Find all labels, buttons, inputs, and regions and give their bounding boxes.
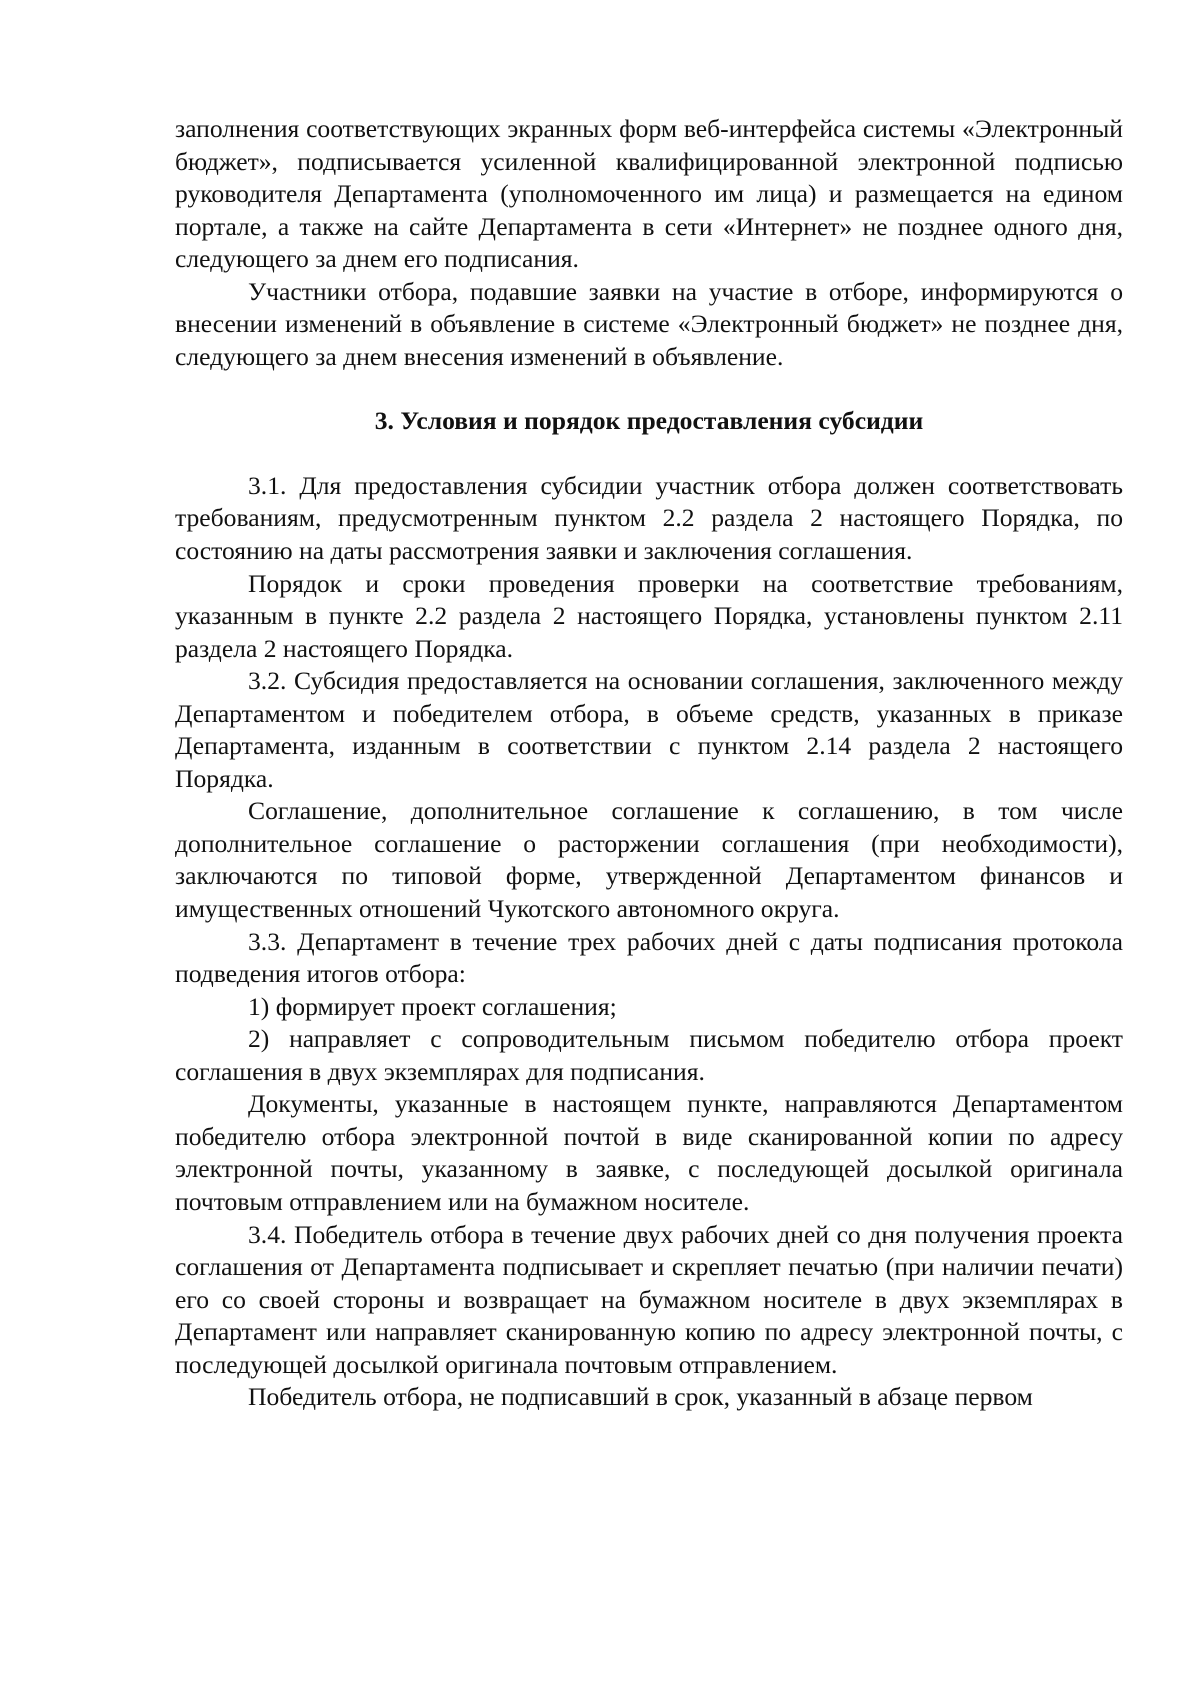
paragraph-verification-procedure: Порядок и сроки проведения проверки на соответствие требованиям, указанным в пункте 2.2 раздела 2 настоящего Порядка, установлены пунктом 2.11 раздела 2 настоящего Порядка. (175, 568, 1123, 663)
paragraph-3-2: 3.2. Субсидия предоставляется на основании соглашения, заключенного между Департаментом и победителем отбора, в объеме средств, указанных в приказе Департамента, изданным в соответствии с пунктом 2.14 раздела 2 настоящего Порядка. (175, 666, 1123, 793)
paragraph-3-3: 3.3. Департамент в течение трех рабочих дней с даты подписания протокола подведения итогов отбора: (175, 926, 1123, 989)
paragraph-participants-notice: Участники отбора, подавшие заявки на участие в отборе, информируются о внесении изменений в объявление в системе «Электронный бюджет» не позднее дня, следующего за днем внесения изменений в объявление. (175, 276, 1123, 371)
paragraph-documents-sending: Документы, указанные в настоящем пункте, направляются Департаментом победителю отбора электронной почтой в виде сканированной копии по адресу электронной почты, указанному в заявке, с последующей досылкой оригинала почтовым отправлением или на бумажном носителе. (175, 1089, 1123, 1216)
paragraph-3-1: 3.1. Для предоставления субсидии участник отбора должен соответствовать требованиям, предусмотренным пунктом 2.2 раздела 2 настоящего Порядка, по состоянию на даты рассмотрения заявки и заключения соглашения. (175, 470, 1123, 566)
paragraph-agreement-form: Соглашение, дополнительное соглашение к соглашению, в том числе дополнительное соглашение о расторжении соглашения (при необходимости), заключаются по типовой форме, утвержденной Департаментом финансов и имущественных отношений Чукотского автономного округа. (175, 796, 1123, 924)
section-heading: 3. Условия и порядок предоставления субсидии (374, 406, 924, 436)
paragraph-3-4: 3.4. Победитель отбора в течение двух рабочих дней со дня получения проекта соглашения от Департамента подписывает и скрепляет печатью (при наличии печати) его со своей стороны и возвращает на бумажном носителе в двух экземплярах в Департамент или направляет сканированную копию по адресу электронной почты, с последующей досылкой оригинала почтовым отправлением. (175, 1219, 1123, 1379)
document-page (175, 113, 1123, 1414)
paragraph-winner-not-signed: Победитель отбора, не подписавший в срок, указанный в абзаце первом (248, 1382, 1033, 1412)
list-item-2: 2) направляет с сопроводительным письмом победителю отбора проект соглашения в двух экземплярах для подписания. (175, 1024, 1123, 1086)
list-item-1: 1) формирует проект соглашения; (248, 991, 617, 1021)
paragraph-continuation: заполнения соответствующих экранных форм веб-интерфейса системы «Электронный бюджет», подписывается усиленной квалифицированной электронной подписью руководителя Департамента (уполномоченного им лица) и размещается на едином портале, а также на сайте Департамента в сети «Интернет» не позднее одного дня, следующего за днем его подписания. (175, 114, 1123, 274)
